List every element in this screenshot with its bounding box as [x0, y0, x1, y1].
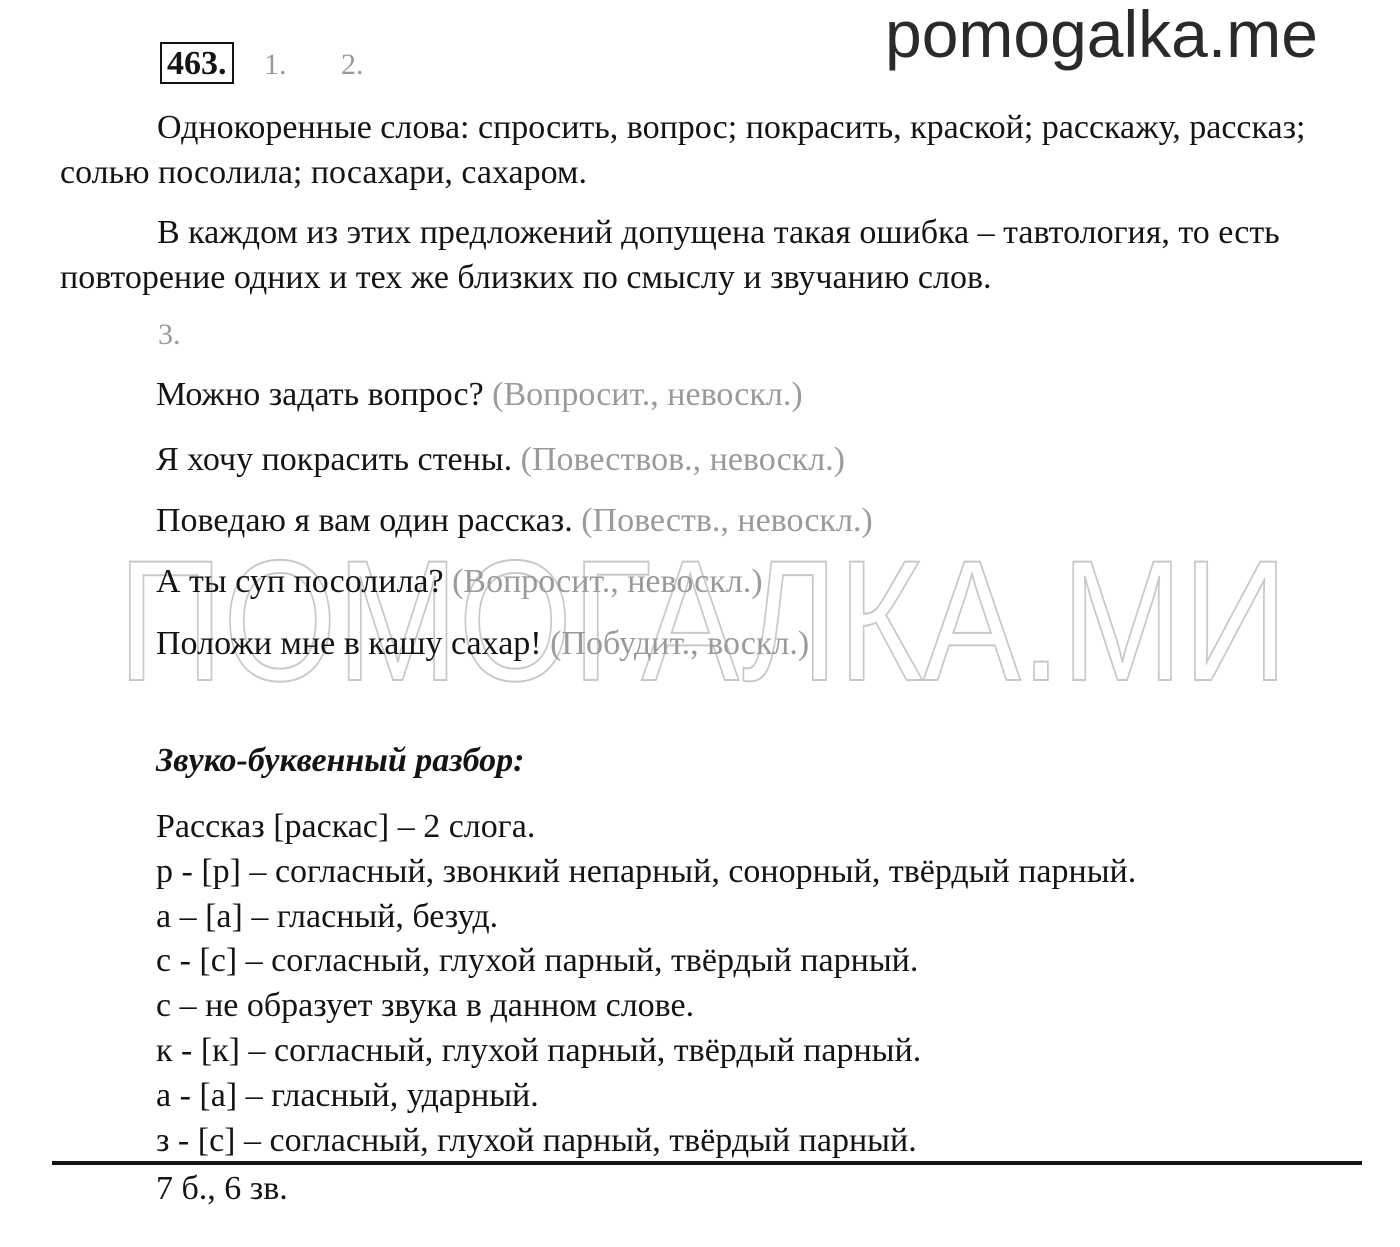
analysis-line: с - [с] – согласный, глухой парный, твёрдый парный.: [156, 942, 919, 980]
part-marker-2: 2.: [341, 48, 364, 81]
sentence-note: (Побудит., воскл.): [550, 625, 810, 662]
sentence-note: (Повествов., невоскл.): [520, 441, 845, 478]
sentence-note: (Вопросит., невоскл.): [492, 376, 803, 413]
paragraph-cognate-words: Однокоренные слова: спросить, вопрос; покрасить, краской; расскажу, рассказ; солью посолила; посахари, сахаром.: [60, 109, 1306, 191]
sentence-text: А ты суп посолила?: [156, 563, 444, 600]
sentence-note: (Вопросит., невоскл.): [452, 563, 763, 600]
analysis-line: а – [а] – гласный, безуд.: [156, 897, 499, 935]
analysis-line: к - [к] – согласный, глухой парный, твёрдый парный.: [156, 1031, 922, 1069]
sentence-1: [156, 376, 803, 414]
part-marker-1: 1.: [264, 48, 287, 81]
part-marker-3: 3.: [158, 318, 181, 351]
analysis-line: Рассказ [раскас] – 2 слога.: [156, 808, 536, 845]
watermark-text: ПОМОГАЛКА.МИ: [118, 548, 1288, 698]
analysis-heading: Звуко-буквенный разбор:: [156, 742, 525, 779]
sentence-text: Можно задать вопрос?: [156, 376, 484, 413]
site-logo: pomogalka.me: [885, 0, 1318, 71]
sentence-text: Положи мне в кашу сахар!: [156, 625, 542, 662]
sentence-note: (Повеств., невоскл.): [581, 502, 873, 539]
analysis-line: з - [с] – согласный, глухой парный, твёрдый парный.: [156, 1121, 917, 1159]
sentence-text: Я хочу покрасить стены.: [156, 441, 513, 478]
analysis-line: р - [р] – согласный, звонкий непарный, сонорный, твёрдый парный.: [156, 852, 1137, 890]
analysis-line: а - [а] – гласный, ударный.: [156, 1076, 539, 1114]
analysis-summary: 7 б., 6 зв.: [156, 1170, 288, 1207]
sentence-5: [156, 625, 809, 663]
exercise-number: 463.: [160, 42, 234, 84]
paragraph-tautology: В каждом из этих предложений допущена такая ошибка – тавтология, то есть повторение одних и тех же близких по смыслу и звучанию слов.: [60, 214, 1280, 296]
analysis-line: с – не образует звука в данном слове.: [156, 987, 695, 1025]
divider-line: [52, 1161, 1362, 1165]
sentence-2: [156, 441, 845, 479]
analysis-list: [156, 805, 1136, 1163]
sentence-text: Поведаю я вам один рассказ.: [156, 502, 573, 539]
sentence-4: [156, 563, 763, 601]
sentence-3: [156, 502, 873, 540]
